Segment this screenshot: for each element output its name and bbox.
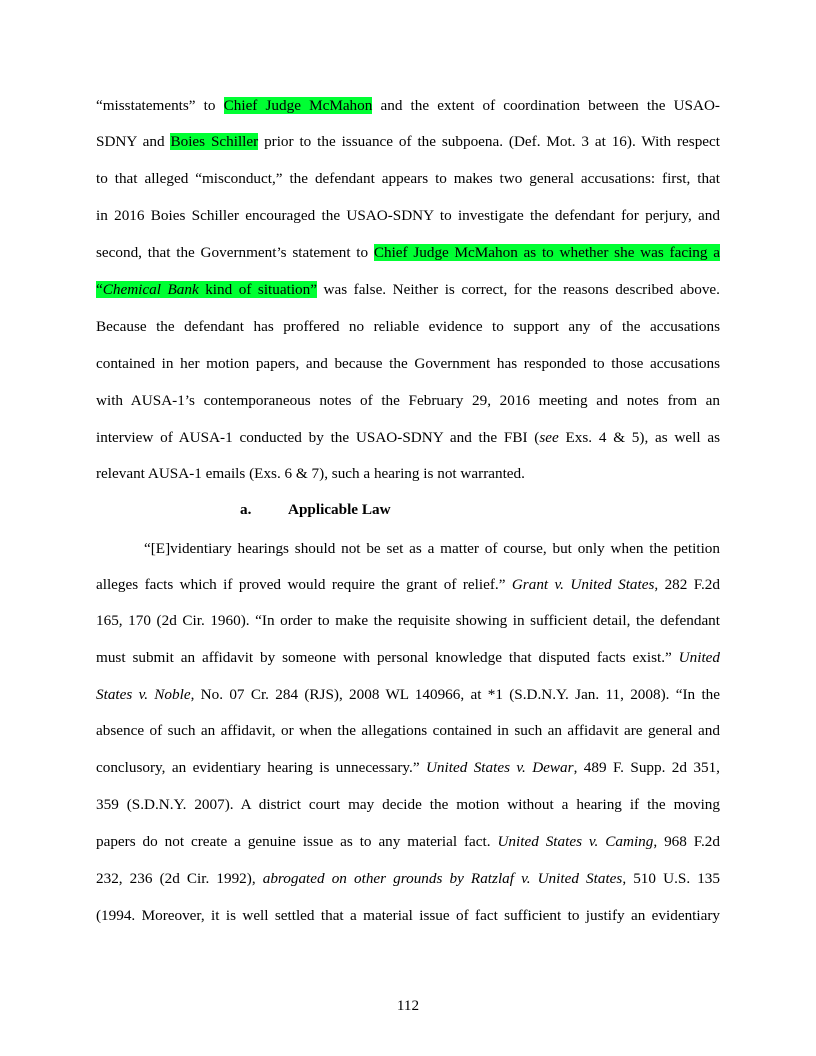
text-run: second, that the Government’s statement to — [96, 244, 374, 261]
body-line — [96, 574, 720, 596]
body-line — [96, 647, 720, 669]
page-number: 112 — [396, 997, 420, 1014]
body-line: “[E]videntiary hearings should not be set as a matter of course, but only when the petition — [144, 540, 720, 557]
body-line — [96, 427, 720, 449]
italic-case-name: Chemical Bank — [102, 281, 199, 298]
text-run: interview of AUSA-1 conducted by the USAO-SDNY and the FBI ( — [96, 429, 540, 446]
italic-case-name: abrogated on other grounds by Ratzlaf v. United States — [262, 870, 623, 887]
text-run: prior to the issuance of the subpoena. (Def. Mot. 3 at 16). With respect — [258, 133, 720, 150]
italic-signal: see — [539, 429, 559, 446]
text-run: “misstatements” to — [96, 97, 224, 114]
body-line — [96, 684, 720, 706]
text-run: SDNY and — [96, 133, 171, 150]
highlighted-text: Chief Judge McMahon — [223, 97, 373, 114]
body-line: in 2016 Boies Schiller encouraged the USAO-SDNY to investigate the defendant for perjury, and — [96, 207, 720, 224]
highlighted-text: “Chemical Bank kind of situation” — [96, 281, 317, 298]
text-run: conclusory, an evidentiary hearing is unnecessary.” — [96, 759, 426, 776]
italic-case-name: United — [678, 649, 720, 666]
text-run: , 489 F. Supp. 2d 351, — [573, 759, 720, 776]
text-run: must submit an affidavit by someone with personal knowledge that disputed facts exist.” — [96, 649, 679, 666]
body-line — [96, 242, 720, 264]
body-line — [96, 757, 720, 779]
text-run: , No. 07 Cr. 284 (RJS), 2008 WL 140966, at *1 (S.D.N.Y. Jan. 11, 2008). “In the — [190, 686, 720, 703]
highlighted-text: Boies Schiller — [170, 133, 259, 150]
body-line — [96, 131, 720, 153]
section-heading — [0, 499, 816, 521]
body-line — [96, 868, 720, 890]
body-line: 165, 170 (2d Cir. 1960). “In order to make the requisite showing in sufficient detail, the defendant — [96, 612, 720, 629]
text-run: papers do not create a genuine issue as to any material fact. — [96, 833, 498, 850]
body-line: absence of such an affidavit, or when the allegations contained in such an affidavit are general and — [96, 722, 720, 739]
body-line — [96, 831, 720, 853]
text-run: , 510 U.S. 135 — [622, 870, 720, 887]
body-line: (1994. Moreover, it is well settled that a material issue of fact sufficient to justify an evidentiary — [96, 907, 720, 924]
text-run: 232, 236 (2d Cir. 1992), — [96, 870, 263, 887]
text-run: , 968 F.2d — [653, 833, 720, 850]
body-line: with AUSA-1’s contemporaneous notes of the February 29, 2016 meeting and notes from an — [96, 392, 720, 409]
body-line — [96, 95, 720, 117]
body-line: to that alleged “misconduct,” the defendant appears to makes two general accusations: first, that — [96, 170, 720, 187]
body-line: 359 (S.D.N.Y. 2007). A district court may decide the motion without a hearing if the moving — [96, 796, 720, 813]
heading-number: a. — [240, 501, 252, 518]
text-run: Exs. 4 & 5), as well as — [558, 429, 720, 446]
text-run: , 282 F.2d — [654, 576, 720, 593]
italic-case-name: United States v. Caming — [497, 833, 654, 850]
highlighted-text: Chief Judge McMahon as to whether she was facing a — [373, 244, 720, 261]
italic-case-name: Grant v. United States — [511, 576, 655, 593]
body-line: relevant AUSA-1 emails (Exs. 6 & 7), such a hearing is not warranted. — [96, 465, 525, 482]
text-run: was false. Neither is correct, for the reasons described above. — [316, 281, 720, 298]
text-run: alleges facts which if proved would require the grant of relief.” — [96, 576, 512, 593]
body-line: contained in her motion papers, and because the Government has responded to those accusations — [96, 355, 720, 372]
heading-title: Applicable Law — [288, 501, 391, 518]
italic-case-name: United States v. Dewar — [425, 759, 574, 776]
italic-case-name: States v. Noble — [96, 686, 191, 703]
text-run: and the extent of coordination between the USAO- — [372, 97, 720, 114]
body-line — [96, 279, 720, 301]
body-line: Because the defendant has proffered no reliable evidence to support any of the accusations — [96, 318, 720, 335]
